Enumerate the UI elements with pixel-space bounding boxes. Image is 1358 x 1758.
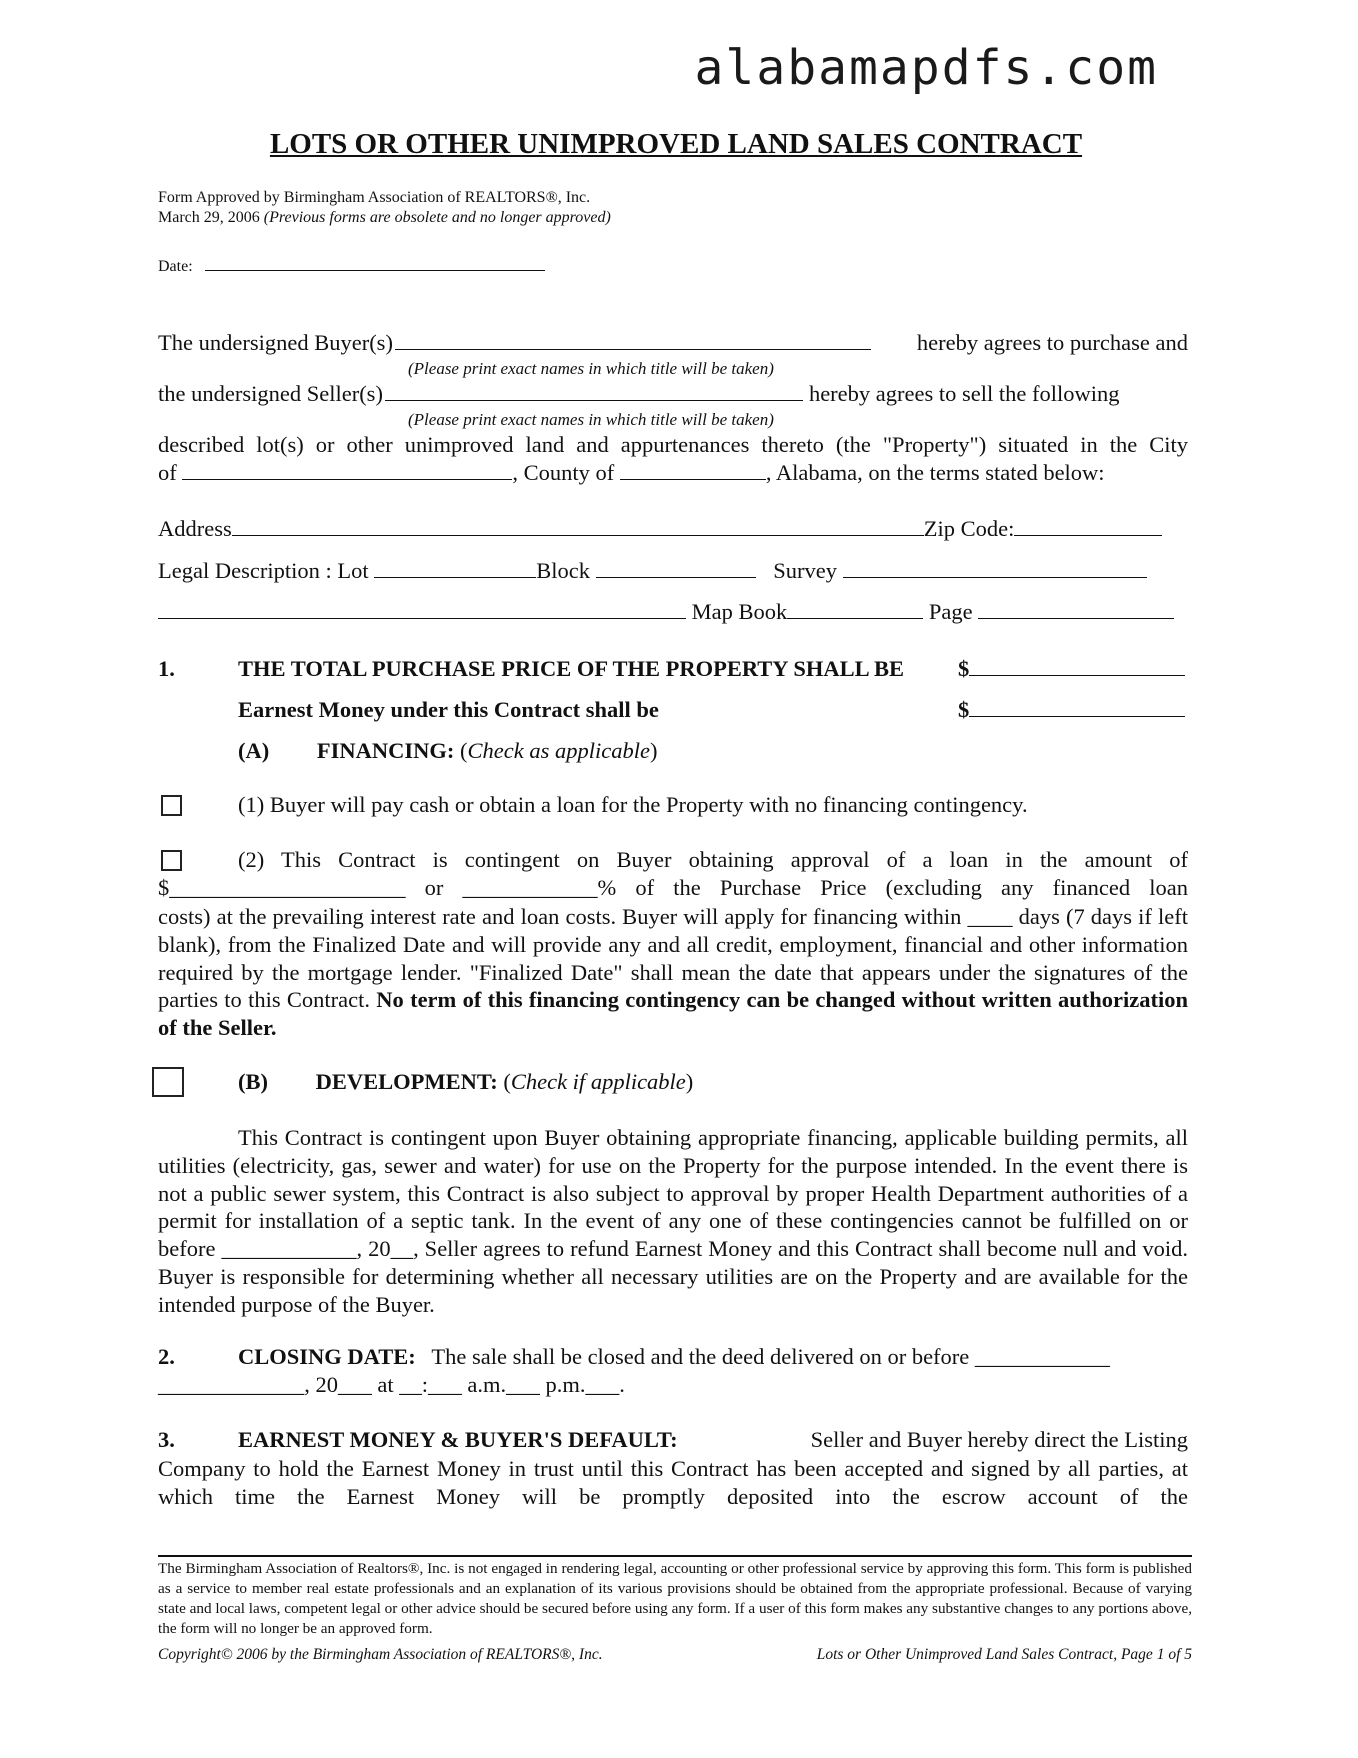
financing-note: Check as applicable <box>467 738 650 763</box>
map-book-line <box>158 599 1188 625</box>
seller-hint: (Please print exact names in which title will be taken) <box>408 410 774 429</box>
buyer-suffix: hereby agrees to purchase and <box>916 330 1188 355</box>
price-field[interactable] <box>958 656 1190 682</box>
loan-checkbox[interactable] <box>161 850 182 871</box>
approval-line: Form Approved by Birmingham Association of REALTORS®, Inc. <box>158 189 591 206</box>
buyer-prefix: The undersigned Buyer(s) <box>158 330 393 355</box>
alabama-label: , Alabama, on the terms stated below: <box>765 460 1105 485</box>
option-2-rest: costs) at the prevailing interest rate and loan costs. Buyer will apply for financing within ____ days (7 days if left blank), from the Finalized Date and will provide any and all credit, employment, financial and other information required by the mortgage lender. "Finalized Date" shall mean the date that appears under the signatures of the parties to this Contract. <box>158 904 1188 1013</box>
described-line: described lot(s) or other unimproved land and appurtenances thereto (the "Property") situated in the City <box>158 432 1188 457</box>
development-heading: (B) DEVELOPMENT: (Check if applicable) <box>238 1069 694 1094</box>
development-checkbox[interactable] <box>152 1067 184 1097</box>
watermark: alabamapdfs.com <box>694 40 1158 96</box>
earnest-blank[interactable] <box>969 715 1185 717</box>
earnest-rest: Company to hold the Earnest Money in trust until this Contract has been accepted and signed by all parties, at which time the Earnest Money will be promptly deposited into the escrow account of the <box>158 1456 1188 1509</box>
legal-line <box>158 558 1188 584</box>
seller-prefix: the undersigned Seller(s) <box>158 381 383 406</box>
seller-line <box>158 381 1188 407</box>
price-label: THE TOTAL PURCHASE PRICE OF THE PROPERTY SHALL BE <box>238 656 905 681</box>
a-label: (A) <box>238 738 270 763</box>
map-book-label: Map Book <box>691 599 788 624</box>
zip-blank[interactable] <box>1014 534 1162 536</box>
copyright: Copyright© 2006 by the Birmingham Association of REALTORS®, Inc. <box>158 1646 603 1663</box>
page-blank[interactable] <box>978 617 1174 619</box>
earnest-label: Earnest Money under this Contract shall be <box>238 697 659 722</box>
approval-note: (Previous forms are obsolete and no longer approved) <box>263 209 611 226</box>
earnest-heading <box>238 1427 1188 1453</box>
earnest-dollar: $ <box>958 697 970 722</box>
city-county-line <box>158 460 1188 486</box>
option-2-second: $_____________________ or ____________% of the Purchase Price (excluding any financed loan <box>158 875 1188 900</box>
footer-disclaimer: The Birmingham Association of Realtors®, Inc. is not engaged in rendering legal, accounting or other professional service by approving this form. This form is published as a service to member real estate professionals and an explanation of its various provisions should be obtained from the appropriate professional. Because of varying state and local laws, competent legal or other advice should be secured before using any form. If a user of this form makes any substantive changes to any portions above, the form will no longer be an approved form. <box>158 1560 1192 1637</box>
price-blank[interactable] <box>969 674 1185 676</box>
date-blank[interactable] <box>205 269 545 271</box>
option-1-text: (1) Buyer will pay cash or obtain a loan for the Property with no financing contingency. <box>238 792 1028 817</box>
development-text: This Contract is contingent upon Buyer obtaining appropriate financing, applicable building permits, all utilities (electricity, gas, sewer and water) for use on the Property for the purpose intended. In the event there is not a public sewer system, this Contract is also subject to approval by proper Health Department authorities of a permit for installation of a septic tank. In the event of any one of these contingencies cannot be fulfilled on or before ____________, 20__, Seller agrees to refund Earnest Money and this Contract shall become null and void. Buyer is responsible for determining whether all necessary utilities are on the Property and are available for the intended purpose of the Buyer. <box>158 1125 1188 1317</box>
section-3-number: 3. <box>158 1427 175 1452</box>
earnest-default-label: EARNEST MONEY & BUYER'S DEFAULT: <box>238 1427 678 1452</box>
city-blank[interactable] <box>182 478 512 480</box>
development-note: Check if applicable <box>510 1069 686 1094</box>
survey-label: Survey <box>773 558 837 583</box>
option-2-body <box>158 903 1188 1042</box>
approval-date: March 29, 2006 <box>158 209 260 226</box>
section-1-number: 1. <box>158 656 175 681</box>
closing-text-2: _____________, 20___ at __:___ a.m.___ p.m.___. <box>158 1372 625 1397</box>
option-2-first: (2) This Contract is contingent on Buyer obtaining approval of a loan in the amount of <box>238 847 1188 872</box>
buyer-line <box>158 330 1188 356</box>
seller-blank[interactable] <box>385 399 803 401</box>
footer-rule <box>158 1555 1192 1557</box>
section-2-number: 2. <box>158 1344 175 1369</box>
closing-label: CLOSING DATE: <box>238 1344 416 1369</box>
closing-text-1: The sale shall be closed and the deed delivered on or before ____________ <box>431 1344 1110 1369</box>
block-label: Block <box>536 558 590 583</box>
address-line <box>158 516 1188 542</box>
map-book-blank[interactable] <box>787 617 923 619</box>
address-blank[interactable] <box>232 534 924 536</box>
legal-label: Legal Description : Lot <box>158 558 369 583</box>
block-blank[interactable] <box>596 576 756 578</box>
county-label: , County of <box>512 460 615 485</box>
buyer-hint: (Please print exact names in which title will be taken) <box>408 359 774 378</box>
financing-label: FINANCING: <box>316 738 455 763</box>
earnest-field[interactable] <box>958 697 1190 723</box>
closing-line-1 <box>238 1344 1188 1370</box>
of-label: of <box>158 460 177 485</box>
earnest-first: Seller and Buyer hereby direct the Listing <box>810 1427 1188 1452</box>
page-label: Page <box>928 599 973 624</box>
zip-label: Zip Code: <box>923 516 1015 541</box>
address-label: Address <box>158 516 232 541</box>
legal-desc-blank[interactable] <box>158 617 686 619</box>
county-blank[interactable] <box>620 478 766 480</box>
lot-blank[interactable] <box>374 576 536 578</box>
date-field[interactable] <box>158 258 545 276</box>
survey-blank[interactable] <box>843 576 1147 578</box>
development-label: DEVELOPMENT: <box>315 1069 498 1094</box>
approval-date-line <box>158 209 611 227</box>
date-label: Date: <box>158 258 193 275</box>
b-label: (B) <box>238 1069 268 1094</box>
price-dollar: $ <box>958 656 970 681</box>
financing-heading: (A) FINANCING: (Check as applicable) <box>238 738 658 763</box>
page-footer-label: Lots or Other Unimproved Land Sales Contract, Page 1 of 5 <box>816 1646 1192 1663</box>
option-2-bold: No term of this financing contingency can be changed without written authorization of the Seller. <box>158 987 1189 1041</box>
buyer-blank[interactable] <box>395 348 871 350</box>
cash-checkbox[interactable] <box>161 795 182 816</box>
document-title: LOTS OR OTHER UNIMPROVED LAND SALES CONTRACT <box>269 128 1083 160</box>
seller-suffix: hereby agrees to sell the following <box>808 381 1120 406</box>
